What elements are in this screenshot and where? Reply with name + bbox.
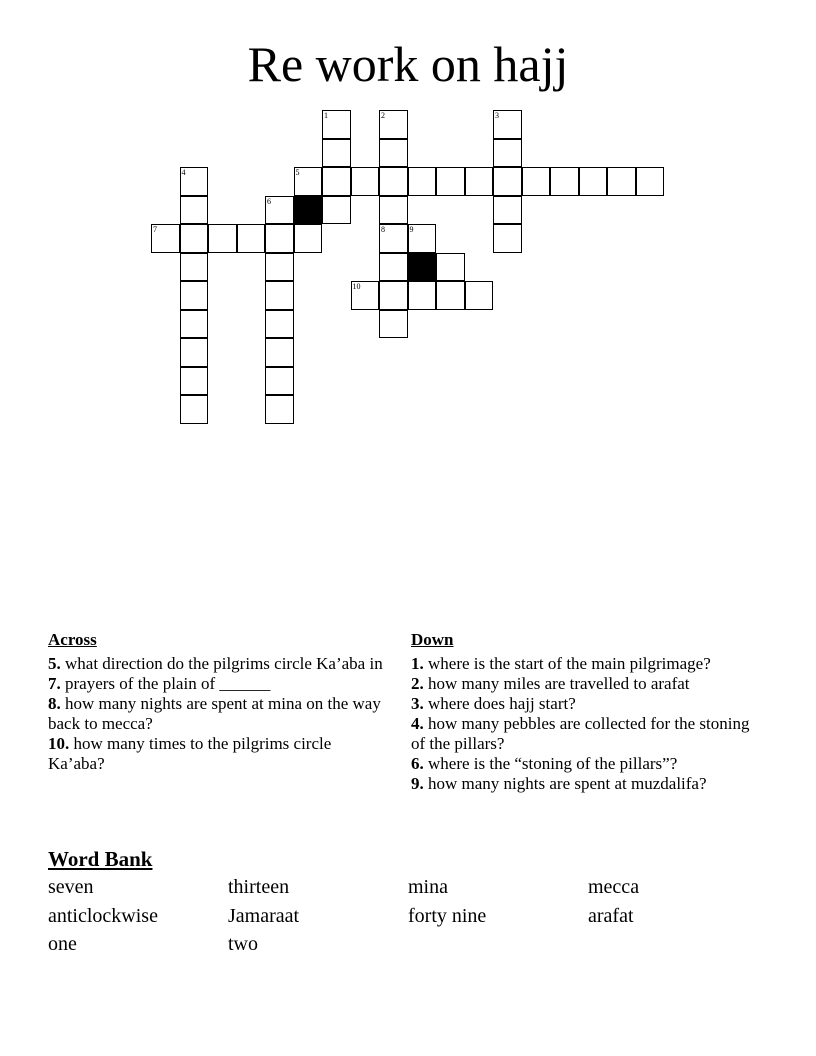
grid-cell[interactable] [550, 167, 579, 196]
grid-cell[interactable] [493, 139, 522, 168]
crossword-grid [0, 0, 816, 440]
grid-cell[interactable] [493, 110, 522, 139]
clue-number-label: 3. [411, 694, 424, 713]
across-clue [48, 694, 388, 734]
grid-cell[interactable] [180, 196, 209, 225]
clue-text: how many nights are spent at muzdalifa? [423, 774, 707, 793]
grid-cell[interactable] [493, 167, 522, 196]
word-bank-word: arafat [588, 905, 634, 927]
grid-cell[interactable] [465, 281, 494, 310]
grid-cell[interactable] [265, 281, 294, 310]
grid-cell[interactable] [322, 110, 351, 139]
grid-cell[interactable] [322, 196, 351, 225]
clue-number: 3 [495, 111, 499, 120]
grid-cell[interactable] [180, 310, 209, 339]
grid-cell[interactable] [379, 224, 408, 253]
across-clues [48, 630, 388, 774]
grid-cell[interactable] [408, 224, 437, 253]
clue-number: 6 [267, 196, 271, 206]
down-clue [411, 774, 751, 794]
grid-cell[interactable] [180, 338, 209, 367]
grid-cell[interactable] [351, 167, 380, 196]
across-clue [48, 734, 388, 774]
grid-cell[interactable] [436, 167, 465, 196]
grid-cell[interactable] [180, 167, 209, 196]
clue-text: what direction do the pilgrims circle Ka’aba in [60, 654, 383, 673]
word-bank-word: one [48, 933, 77, 955]
word-bank-word: seven [48, 876, 94, 898]
clue-number-label: 5. [48, 654, 61, 673]
clue-number: 7 [153, 225, 157, 234]
grid-cell[interactable] [607, 167, 636, 196]
clue-text: where is the “stoning of the pillars”? [423, 754, 678, 773]
grid-cell[interactable] [237, 224, 266, 253]
word-bank-word: anticlockwise [48, 905, 158, 927]
grid-cell[interactable] [151, 224, 180, 253]
clue-number-label: 9. [411, 774, 424, 793]
grid-cell[interactable] [180, 253, 209, 282]
grid-cell[interactable] [322, 167, 351, 196]
down-clue [411, 754, 751, 774]
clue-number: 4 [181, 168, 186, 177]
clue-number: 1 [324, 111, 328, 120]
clue-text: how many times to the pilgrims circle Ka’aba? [48, 734, 332, 773]
grid-cell[interactable] [636, 167, 665, 196]
grid-cell[interactable] [465, 167, 494, 196]
clue-number-label: 4. [411, 714, 424, 733]
grid-cell[interactable] [180, 281, 209, 310]
clue-number-label: 1. [411, 654, 424, 673]
grid-cell[interactable] [379, 281, 408, 310]
clue-number: 2 [381, 111, 385, 120]
clue-number: 10 [352, 282, 361, 291]
grid-cell[interactable] [408, 281, 437, 310]
clue-number: 5 [295, 168, 300, 177]
grid-cell[interactable] [265, 224, 294, 253]
down-clue [411, 674, 751, 694]
grid-cell[interactable] [522, 167, 551, 196]
down-clue [411, 714, 751, 754]
word-bank-word: thirteen [228, 876, 290, 898]
clue-number: 8 [381, 225, 385, 234]
clue-text: how many miles are travelled to arafat [423, 674, 690, 693]
page-title: Re work on hajj [247, 36, 569, 92]
grid-cell[interactable] [265, 395, 294, 424]
grid-cell[interactable] [351, 281, 380, 310]
down-heading: Down [411, 630, 454, 649]
down-clue [411, 654, 751, 674]
word-bank-heading: Word Bank [48, 847, 153, 871]
grid-cell[interactable] [579, 167, 608, 196]
grid-block [408, 253, 437, 282]
grid-cell[interactable] [294, 167, 323, 196]
clue-text: how many pebbles are collected for the stoning of the pillars? [411, 714, 750, 753]
clue-number-label: 2. [411, 674, 424, 693]
grid-cell[interactable] [379, 139, 408, 168]
word-bank-word: mina [408, 876, 448, 898]
grid-cell[interactable] [180, 395, 209, 424]
grid-cell[interactable] [493, 196, 522, 225]
grid-cell[interactable] [322, 139, 351, 168]
word-bank-word: mecca [588, 876, 640, 898]
grid-cell[interactable] [379, 310, 408, 339]
across-heading: Across [48, 630, 97, 649]
down-clue [411, 694, 751, 714]
grid-cell[interactable] [436, 253, 465, 282]
across-clue [48, 674, 388, 694]
grid-cell[interactable] [493, 224, 522, 253]
grid-cell[interactable] [436, 281, 465, 310]
grid-cell[interactable] [180, 224, 209, 253]
grid-cell[interactable] [379, 253, 408, 282]
grid-cell[interactable] [379, 110, 408, 139]
grid-cell[interactable] [379, 196, 408, 225]
clue-number-label: 10. [48, 734, 70, 753]
word-bank-word: forty nine [408, 905, 487, 927]
word-bank-word: two [228, 933, 258, 955]
across-clue [48, 654, 388, 674]
grid-cell[interactable] [265, 253, 294, 282]
grid-cell[interactable] [408, 167, 437, 196]
down-clues [411, 630, 751, 794]
clue-text: how many nights are spent at mina on the way back to mecca? [48, 694, 381, 733]
grid-cell[interactable] [265, 310, 294, 339]
grid-cell[interactable] [265, 196, 294, 225]
grid-cell[interactable] [379, 167, 408, 196]
word-bank-word: Jamaraat [228, 905, 300, 927]
clue-text: where is the start of the main pilgrimage? [423, 654, 711, 673]
clue-text: prayers of the plain of ______ [60, 674, 271, 693]
grid-cell[interactable] [180, 367, 209, 396]
clue-number-label: 7. [48, 674, 61, 693]
clue-number: 9 [409, 225, 414, 234]
grid-cell[interactable] [265, 367, 294, 396]
clue-text: where does hajj start? [423, 694, 576, 713]
grid-cell[interactable] [294, 224, 323, 253]
clue-number-label: 8. [48, 694, 61, 713]
grid-block [294, 196, 323, 225]
grid-cell[interactable] [208, 224, 237, 253]
grid-cell[interactable] [265, 338, 294, 367]
clue-number-label: 6. [411, 754, 424, 773]
